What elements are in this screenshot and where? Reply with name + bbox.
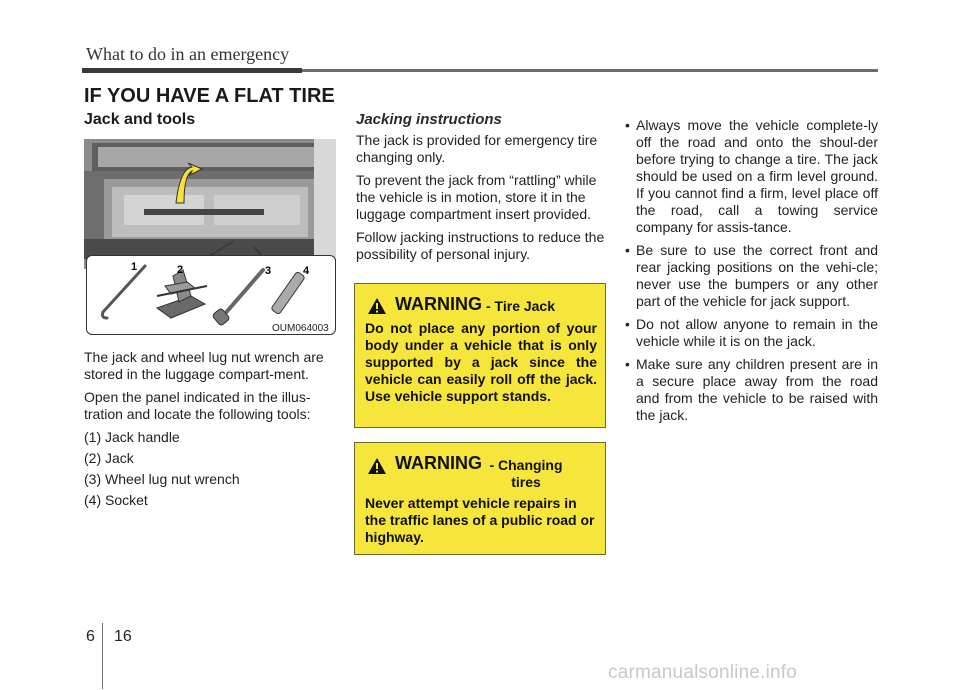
paragraph: The jack and wheel lug nut wrench are stored in the luggage compart-ment. (84, 349, 324, 382)
warning-triangle-icon (367, 457, 387, 475)
chapter-number: 6 (86, 628, 95, 645)
warning-triangle-icon (367, 297, 387, 315)
header-rule-accent (82, 68, 302, 73)
list-item: (2) Jack (84, 450, 134, 466)
warning-subtitle: - Tire Jack (486, 297, 556, 314)
paragraph: Open the panel indicated in the illus-tration and locate the following tools: (84, 389, 311, 422)
section-title: IF YOU HAVE A FLAT TIRE (84, 85, 335, 107)
jacking-instructions (356, 111, 606, 263)
tool-number-2: 2 (177, 264, 184, 276)
warning-box-tire-jack (354, 283, 606, 428)
tool-number-3: 3 (265, 265, 272, 277)
tool-number-1: 1 (131, 261, 138, 273)
wheel-lug-nut-wrench-icon (212, 270, 263, 326)
warning-text: Never attempt vehicle repairs in the traffic lanes of a public road or highway. (365, 495, 595, 545)
jack-handle-icon (103, 266, 146, 318)
figure-code: OUM064003 (272, 323, 329, 334)
running-header: What to do in an emergency (86, 44, 290, 64)
tool-number-4: 4 (303, 265, 310, 277)
bullet-item: • Be sure to use the correct front and rear jacking positions on the vehi-cle; never use the bumpers or any other part of the vehicle for jack support. (624, 242, 878, 310)
warning-text: Do not place any portion of your body under a vehicle that is only supported by a jack since the vehicle can easily roll off the jack. Use vehicle support stands. (365, 320, 597, 404)
jack-icon (157, 270, 207, 318)
paragraph: Follow jacking instructions to reduce the possibility of personal injury. (356, 229, 605, 262)
page-number: 16 (114, 628, 132, 645)
list-item: (1) Jack handle (84, 429, 180, 445)
jack-tools-text (84, 349, 336, 509)
jack-tools-figure (84, 139, 336, 339)
socket-icon (271, 271, 306, 314)
warning-label: WARNING (395, 453, 482, 473)
list-item: (4) Socket (84, 492, 148, 508)
paragraph: The jack is provided for emergency tire changing only. (356, 132, 598, 165)
watermark: carmanualsonline.info (608, 662, 798, 683)
jacking-heading: Jacking instructions (356, 111, 502, 128)
bullet-item: • Do not allow anyone to remain in the vehicle while it is on the jack. (624, 316, 878, 350)
footer-divider (102, 623, 103, 689)
bullet-item: • Make sure any children present are in a secure place away from the road and from the vehicle to be raised with the jack. (624, 356, 878, 424)
safety-bullets (624, 117, 878, 430)
bullet-item: • Always move the vehicle complete-ly off the road and onto the shoul-der before trying to change a tire. The jack should be used on a firm level ground. If you cannot find a firm, level place off the road, call a towing service company for assis-tance. (624, 117, 878, 236)
warning-label: WARNING (395, 294, 482, 314)
jack-tools-heading: Jack and tools (84, 111, 196, 128)
warning-subtitle: - Changing tires (489, 457, 563, 490)
paragraph: To prevent the jack from “rattling” while the vehicle is in motion, store it in the luggage compartment insert provided. (356, 172, 597, 222)
warning-box-changing-tires (354, 442, 606, 555)
list-item: (3) Wheel lug nut wrench (84, 471, 240, 487)
